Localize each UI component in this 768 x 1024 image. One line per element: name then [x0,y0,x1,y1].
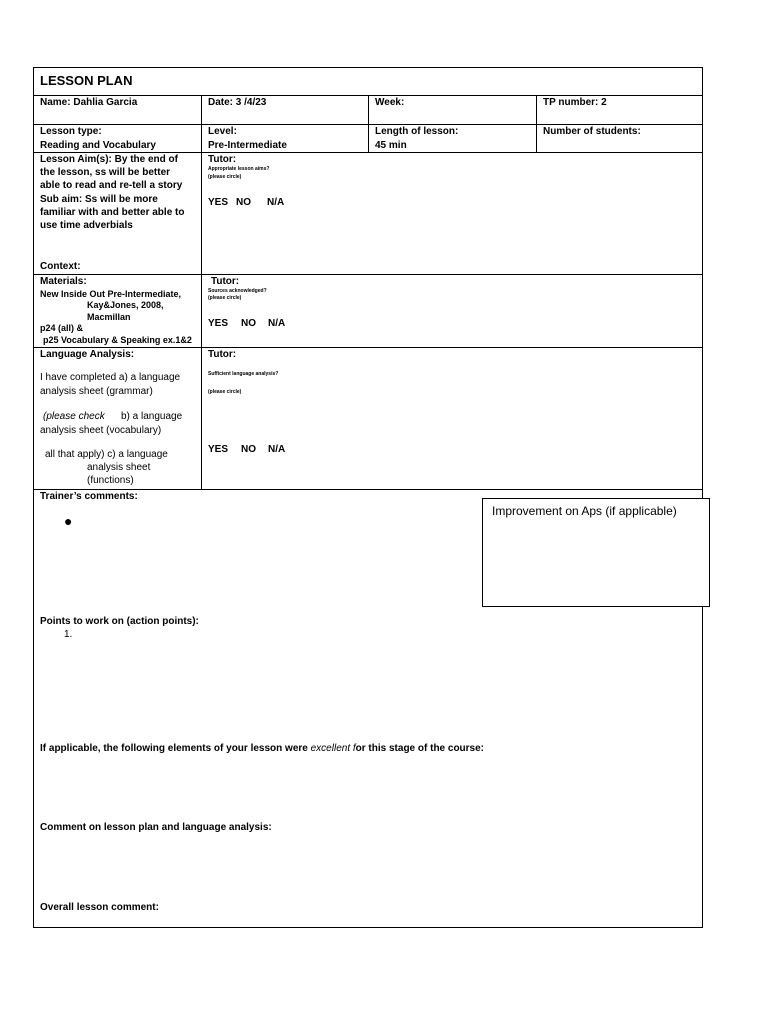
no-option: NO [241,444,256,455]
excellent-text: or this stage of the course: [355,743,485,754]
overall-comment-label: Overall lesson comment: [40,902,159,913]
name-field: Name: Dahlia Garcia [40,97,138,108]
lesson-type-label: Lesson type: [40,126,102,137]
students-label: Number of students: [543,126,641,137]
tutor-label: Tutor: [208,154,237,165]
row-divider [33,347,703,348]
improvement-label: Improvement on Aps (if applicable) [492,504,677,518]
row-divider [33,274,703,275]
tutor-note: Appropriate lesson aims? [208,166,270,172]
aims-line: familiar with and better able to [40,207,185,218]
week-field: Week: [375,97,405,108]
language-label: Language Analysis: [40,349,135,360]
aims-line: Lesson Aim(s): By the end of [40,154,178,165]
lesson-type-value: Reading and Vocabulary [40,140,156,151]
length-value: 45 min [375,140,407,151]
language-line: analysis sheet (vocabulary) [40,425,162,436]
page-title: LESSON PLAN [40,73,133,88]
na-option: N/A [268,318,286,329]
yes-option: YES [208,444,229,455]
tp-number-field: TP number: 2 [543,97,607,108]
no-option: NO [236,197,251,208]
lesson-plan-comment-label: Comment on lesson plan and language analysis: [40,822,272,833]
aims-line: use time adverbials [40,220,133,231]
materials-label: Materials: [40,276,87,287]
improvement-box [482,498,710,607]
length-label: Length of lesson: [375,126,459,137]
materials-line: Kay&Jones, 2008, [87,300,164,310]
language-line: (please check [43,411,105,422]
tutor-note: Sufficient language analysis? [208,371,279,377]
materials-line: New Inside Out Pre-Intermediate, [40,289,182,299]
trainer-comments-label: Trainer’s comments: [40,491,138,502]
na-option: N/A [267,197,285,208]
level-label: Level: [208,126,237,137]
tutor-label: Tutor: [208,349,237,360]
language-line: analysis sheet [87,462,151,473]
aims-line: Sub aim: Ss will be more [40,194,158,205]
materials-line: p25 Vocabulary & Speaking ex.1&2 [43,335,192,345]
context-label: Context: [40,261,81,272]
tutor-note: Sources acknowledged? [208,288,267,294]
excellent-text: If applicable, the following elements of your lesson were [40,743,311,754]
yes-option: YES [208,318,229,329]
materials-line: Macmillan [87,312,131,322]
col-divider [368,95,369,152]
language-line: I have completed a) a language [40,372,181,383]
excellent-elements-label [40,743,484,755]
row-divider [33,152,703,153]
yes-option: YES [208,197,229,208]
action-points-label: Points to work on (action points): [40,616,199,627]
level-value: Pre-Intermediate [208,140,287,151]
language-line: (functions) [87,475,134,486]
action-point-number: 1. [64,629,73,640]
language-line: all that apply) c) a language [45,449,168,460]
language-line: analysis sheet (grammar) [40,386,153,397]
tutor-note: (please circle) [208,174,242,180]
aims-line: able to read and re-tell a story [40,180,183,191]
materials-line: p24 (all) & [40,323,84,333]
bullet-point: ● [64,513,73,529]
excellent-emphasis: excellent f [310,743,356,754]
col-divider [201,95,202,489]
col-divider [536,95,537,152]
aims-line: the lesson, ss will be better [40,167,171,178]
date-field: Date: 3 /4/23 [208,97,267,108]
tutor-note: (please circle) [208,389,242,395]
tutor-note: (please circle) [208,295,242,301]
row-divider [33,489,703,490]
no-option: NO [241,318,256,329]
na-option: N/A [268,444,286,455]
language-line: b) a language [121,411,183,422]
tutor-label: Tutor: [211,276,240,287]
